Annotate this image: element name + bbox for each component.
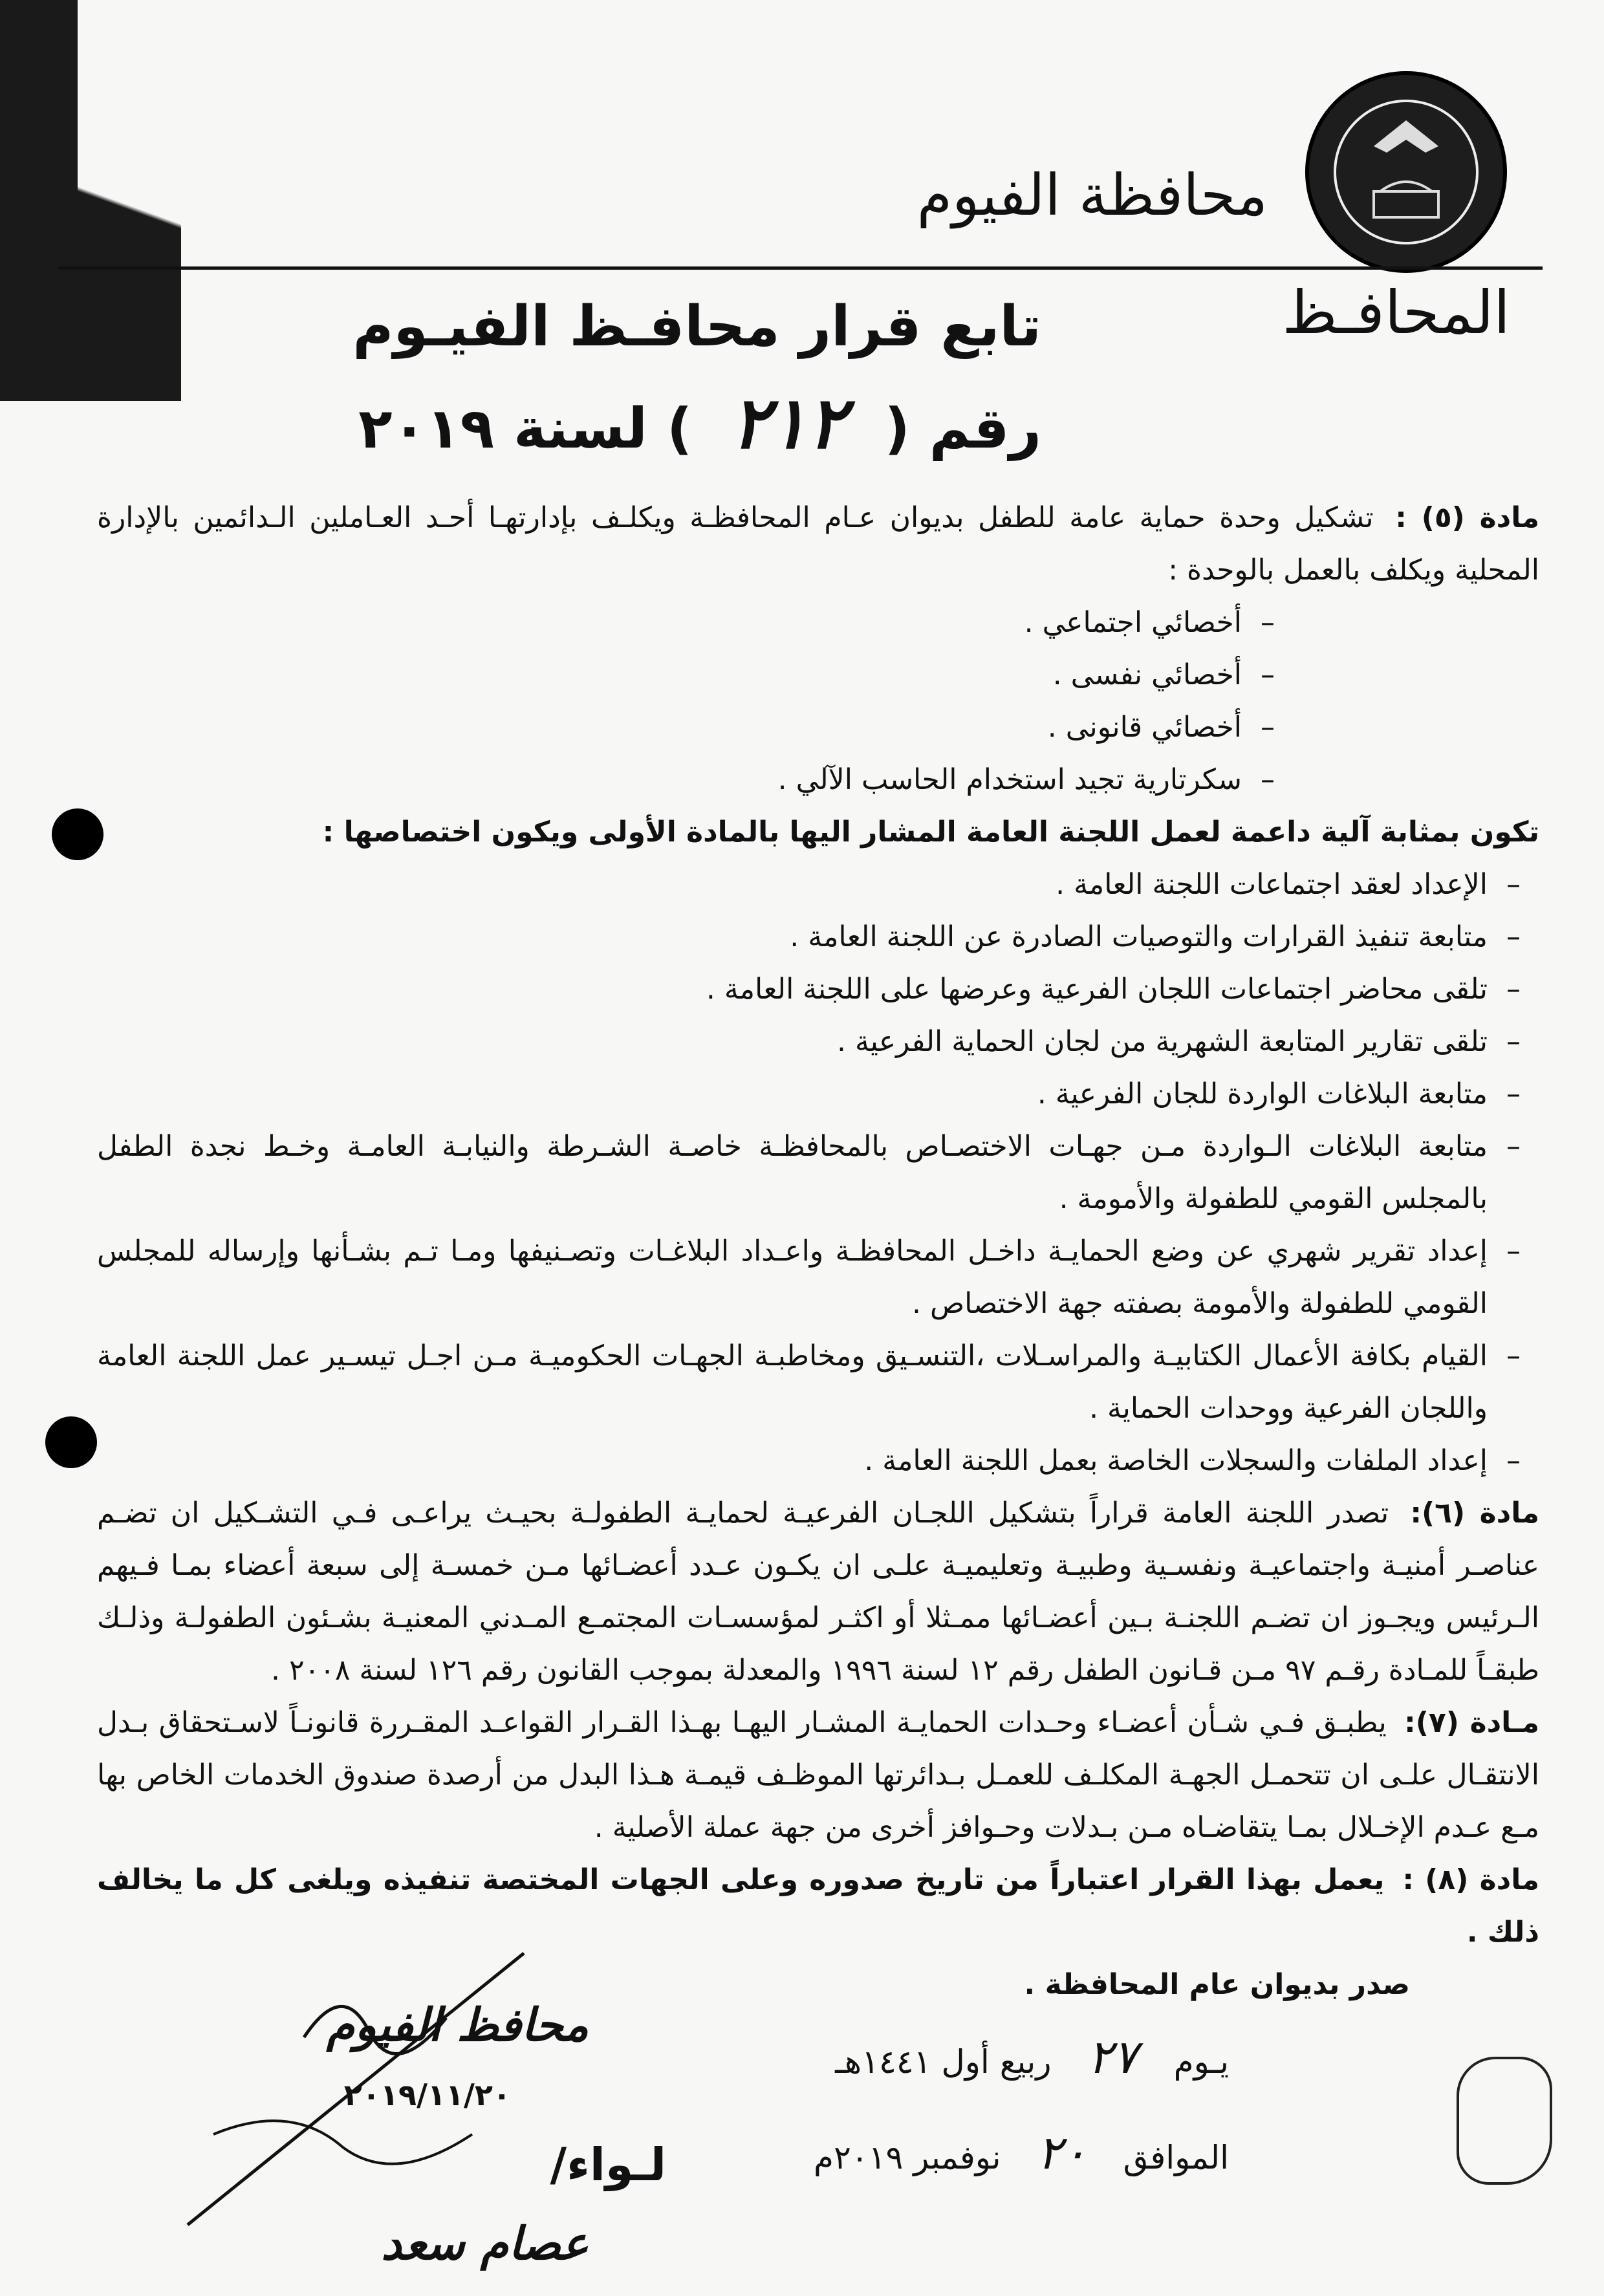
governor-label: المحافـظ <box>1282 278 1510 347</box>
dash-icon: – <box>1506 1339 1521 1372</box>
unit-role-heading: تكون بمثابة آلية داعمة لعمل اللجنة العامة المشار اليها بالمادة الأولى ويكون اختصاصها : <box>322 816 1539 849</box>
article-6-label: مادة (٦): <box>1410 1497 1539 1530</box>
article-5-text: تشكيل وحدة حماية عامة للطفل بديوان عـام المحافظـة ويكلـف بإدارتهـا أحـد العـاملين الـدائمين بالإدارة المحلية ويكلف بالعمل بالوحدة : <box>97 501 1539 587</box>
handwritten-signature <box>175 1940 537 2238</box>
list-item: – الإعداد لعقد اجتماعات اللجنة العامة . <box>97 858 1539 911</box>
date-block <box>814 2011 1229 2203</box>
header-divider <box>58 266 1543 270</box>
signer-name: عصام سعد <box>381 2217 589 2270</box>
gregorian-date-line <box>814 2107 1229 2203</box>
list-item: – تلقى محاضر اجتماعات اللجان الفرعية وعرضها على اللجنة العامة . <box>97 963 1539 1015</box>
decision-body <box>97 492 1539 2011</box>
article-7 <box>97 1696 1539 1854</box>
list-item: – متابعة البلاغات الـواردة مـن جهـات الاختصـاص بالمحافظـة خاصـة الشـرطة والنيابـة العامـة وخـط نجدة الطفل بالمجلس القومي للطفولة والأمومة . <box>97 1120 1539 1225</box>
gregorian-day: ٢٠ <box>1037 2125 1087 2180</box>
article-5-label: مادة (٥) : <box>1395 501 1539 534</box>
initials-mark <box>1457 2057 1552 2185</box>
dash-icon: – <box>1506 1444 1521 1477</box>
number-prefix: رقم ( <box>884 396 1041 461</box>
dash-icon: – <box>1261 763 1275 796</box>
day-value: ٢٧ <box>1087 2030 1138 2084</box>
dash-icon: – <box>1261 658 1275 691</box>
list-item: – متابعة تنفيذ القرارات والتوصيات الصادرة عن اللجنة العامة . <box>97 911 1539 963</box>
list-item: – إعداد الملفات والسجلات الخاصة بعمل اللجنة العامة . <box>97 1435 1539 1487</box>
list-item: – القيام بكافة الأعمال الكتابيـة والمراسـلات ،التنسـيق ومخاطبـة الجهـات الحكوميـة مـن اجـل تيسـير عمل اللجنة العامة واللجان الفرعية ووحدات الحماية . <box>97 1330 1539 1435</box>
signer-title: محافظ الفيوم <box>326 1998 589 2052</box>
list-item: – أخصائي نفسى . <box>97 649 1539 701</box>
seal-emblem-icon <box>1328 94 1484 250</box>
rank-label: لـواء/ <box>550 2138 666 2191</box>
article-8-text: يعمل بهذا القرار اعتباراً من تاريخ صدوره وعلى الجهات المختصة تنفيذه ويلغى كل ما يخالف ذلك . <box>97 1863 1539 1949</box>
article-7-label: مـادة (٧): <box>1404 1706 1539 1739</box>
gregorian-date: نوفمبر ٢٠١٩م <box>813 2139 1001 2176</box>
dash-icon: – <box>1506 1025 1521 1058</box>
article-6 <box>97 1487 1539 1696</box>
handwritten-number: ٢١٢ <box>731 382 846 464</box>
issued-statement: صدر بديوان عام المحافظة . <box>1024 1968 1410 2001</box>
corresponding-label: الموافق <box>1123 2139 1229 2176</box>
dash-icon: – <box>1506 920 1521 953</box>
list-item: – أخصائي اجتماعي . <box>97 596 1539 649</box>
scan-shadow <box>0 0 181 401</box>
decision-number <box>358 382 1041 464</box>
list-item: – أخصائي قانونى . <box>97 701 1539 753</box>
article-6-text: تصدر اللجنة العامة قراراً بتشكيل اللجـان الفرعيـة لحمايـة الطفولـة بحيـث يراعـى فـي التشـكيل ان تضـم عناصـر أمنيـة واجتماعيـة ونفسـية وطبيـة وتعليميـة علـى ان يكـون عـدد أعضـائها مـن خمسـة إلى سبعة أعضاء بمـا فـيهم الـرئيس ويجـوز ان تضـم اللجنـة بـين أعضـائها ممـثلا أو اكثـر لمؤسسـات المجتمـع المـدني المعنيـة بشـئون الطفولـة وذلـك طبقـاً للمـادة رقـم ٩٧ مـن قـانون الطفل رقم ١٢ لسنة ١٩٩٦ والمعدلة بموجب القانون رقم ١٢٦ لسنة ٢٠٠٨ . <box>97 1497 1539 1687</box>
article-8-label: مادة (٨) : <box>1402 1863 1539 1896</box>
decision-title: تابع قرار محافـظ الفيـوم <box>352 294 1041 359</box>
dash-icon: – <box>1506 1078 1521 1110</box>
number-suffix: ) لسنة ٢٠١٩ <box>358 396 693 461</box>
punch-hole-top <box>52 808 103 860</box>
signature-date: ٢٠١٩/١١/٢٠ <box>343 2077 511 2112</box>
article-7-text: يطبـق فـي شـأن أعضـاء وحـدات الحمايـة المشـار اليهـا بهـذا القـرار القواعـد المقـررة قانونـاً لاسـتحقاق بـدل الانتقـال علـى ان تتحمـل الجهـة المكلـف للعمـل بـدائرتها الموظـف قيمـة هـذا البدل من أرصدة صندوق الخدمات الخاص بها مـع عـدم الإخـلال بمـا يتقاضـاه مـن بـدلات وحـوافز أخرى من جهة عملة الأصلية . <box>97 1706 1539 1844</box>
governorate-seal-logo <box>1305 71 1507 273</box>
day-label: يـوم <box>1173 2043 1229 2081</box>
article-5 <box>97 492 1539 596</box>
dash-icon: – <box>1506 1235 1521 1268</box>
governorate-name: محافظة الفيوم <box>916 162 1268 228</box>
dash-icon: – <box>1506 868 1521 901</box>
dash-icon: – <box>1506 973 1521 1006</box>
list-item: – متابعة البلاغات الواردة للجان الفرعية . <box>97 1068 1539 1120</box>
hijri-date: ربيع أول ١٤٤١هـ <box>835 2043 1052 2081</box>
dash-icon: – <box>1261 711 1275 744</box>
dash-icon: – <box>1506 1130 1521 1163</box>
dash-icon: – <box>1261 606 1275 639</box>
hijri-date-line <box>814 2011 1229 2107</box>
list-item: – إعداد تقرير شهري عن وضع الحمايـة داخـل المحافظـة واعـداد البلاغـات وتصـنيفها ومـا تـم بشـأنها وإرساله للمجلس القومي للطفولة والأمومة بصفته جهة الاختصاص . <box>97 1225 1539 1330</box>
list-item: – تلقى تقارير المتابعة الشهرية من لجان الحماية الفرعية . <box>97 1015 1539 1068</box>
punch-hole-bottom <box>45 1416 97 1468</box>
list-item: – سكرتارية تجيد استخدام الحاسب الآلي . <box>97 753 1539 806</box>
